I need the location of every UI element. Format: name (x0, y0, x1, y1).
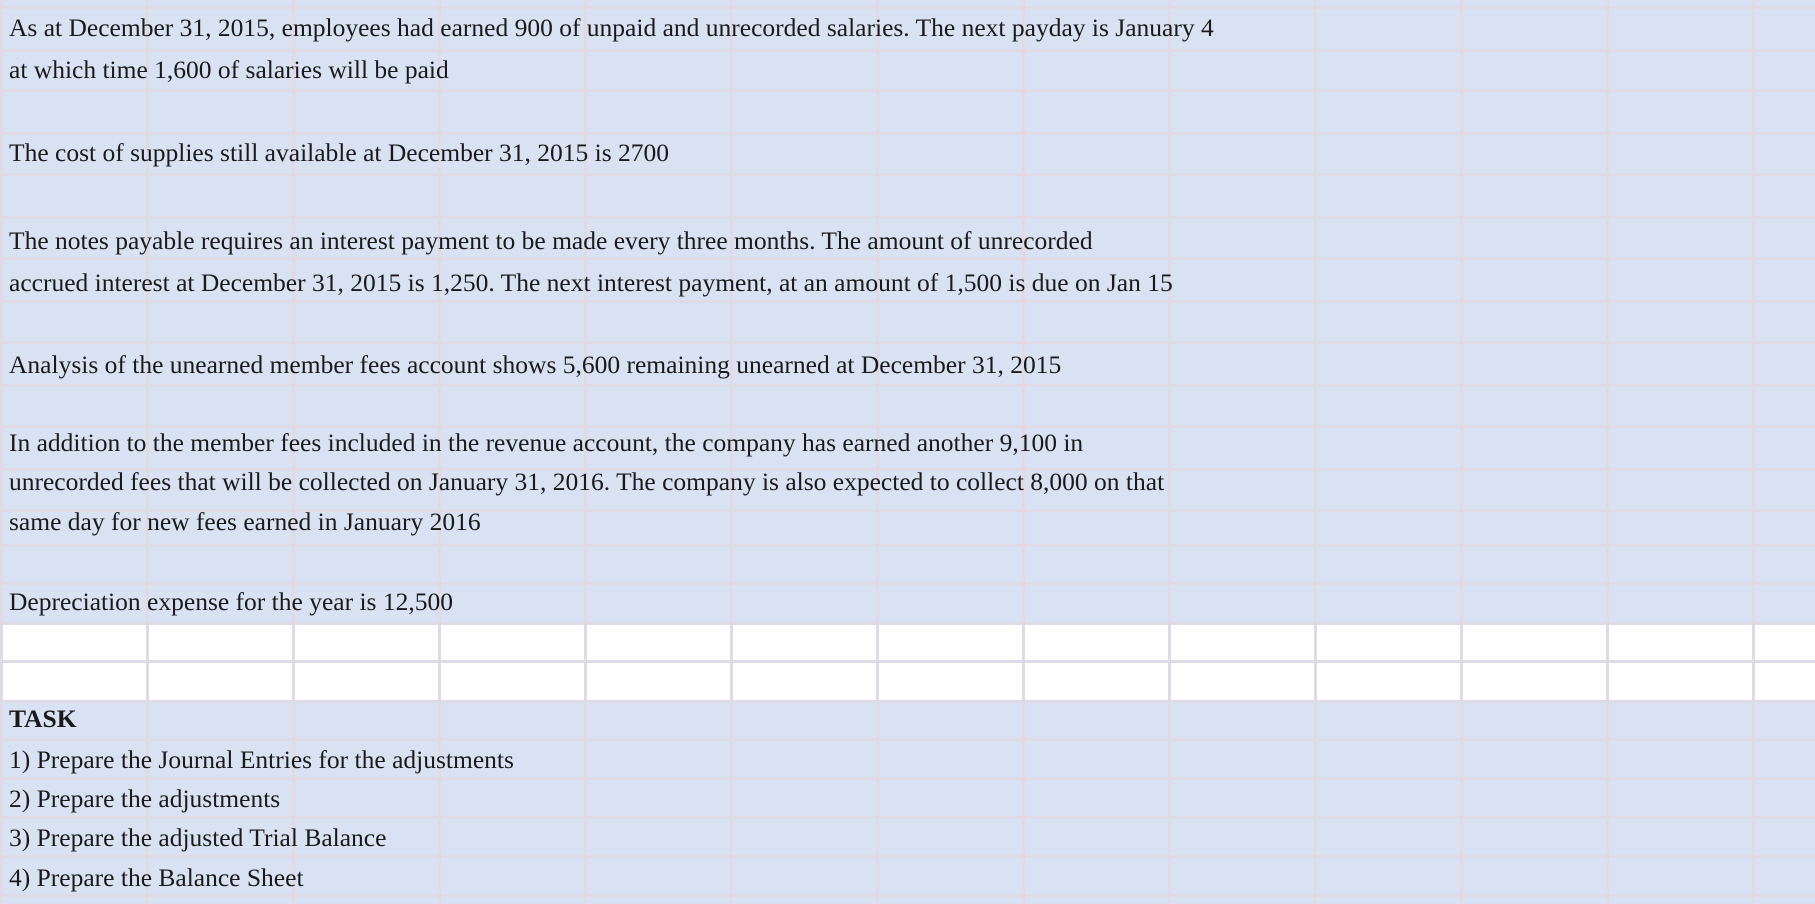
interest-line-2[interactable]: accrued interest at December 31, 2015 is 1,250. The next interest payment, at an amount of 1,500 is due on Jan 15 (9, 268, 1173, 297)
supplies-line-1[interactable]: The cost of supplies still available at December 31, 2015 is 2700 (9, 138, 670, 167)
interest-line-1[interactable]: The notes payable requires an interest payment to be made every three months. The amount of unrecorded (9, 226, 1093, 255)
salaries-line-1[interactable]: As at December 31, 2015, employees had earned 900 of unpaid and unrecorded salaries. The next payday is January 4 (9, 13, 1214, 42)
depreciation-line-1[interactable]: Depreciation expense for the year is 12,500 (9, 587, 453, 616)
task-item-3[interactable]: 3) Prepare the adjusted Trial Balance (9, 823, 387, 852)
task-item-4[interactable]: 4) Prepare the Balance Sheet (9, 863, 304, 892)
empty-rows (0, 625, 1815, 702)
task-item-2[interactable]: 2) Prepare the adjustments (9, 784, 281, 813)
member-fees-line-1[interactable]: In addition to the member fees included in the revenue account, the company has earned another 9,100 in (9, 428, 1084, 457)
task-item-1[interactable]: 1) Prepare the Journal Entries for the adjustments (9, 745, 514, 774)
member-fees-line-3[interactable]: same day for new fees earned in January 2016 (9, 507, 481, 536)
member-fees-line-2[interactable]: unrecorded fees that will be collected on January 31, 2016. The company is also expected to collect 8,000 on that (9, 467, 1165, 496)
unearned-fees-line-1[interactable]: Analysis of the unearned member fees account shows 5,600 remaining unearned at December 31, 2015 (9, 350, 1062, 379)
task-heading[interactable]: TASK (9, 704, 77, 733)
salaries-line-2[interactable]: at which time 1,600 of salaries will be paid (9, 55, 449, 84)
